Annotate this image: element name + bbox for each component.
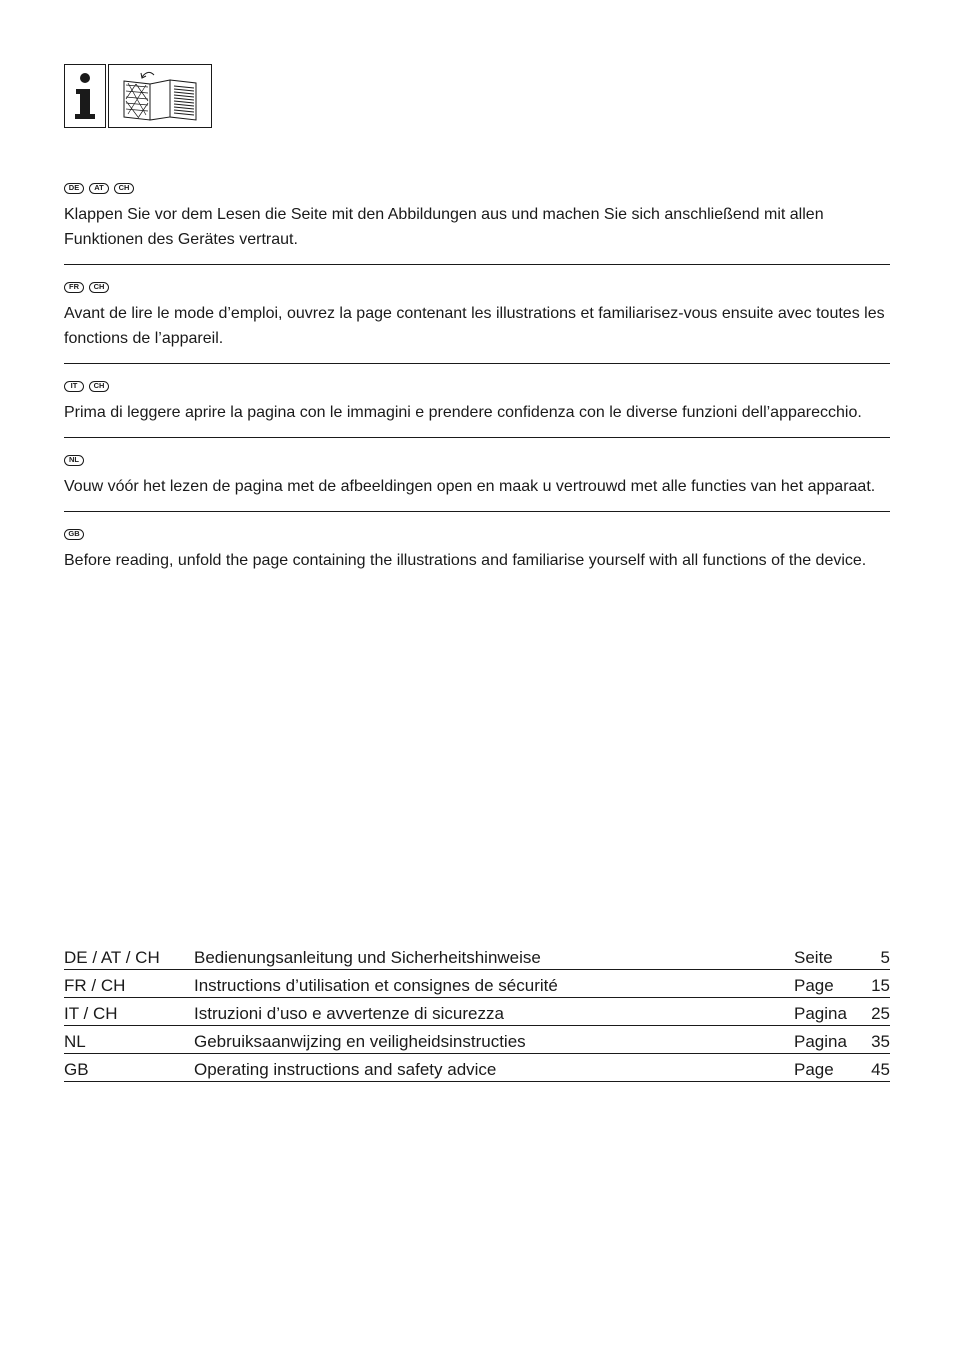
toc-page-number: 15 (854, 970, 890, 998)
instruction-text: Before reading, unfold the page containing the illustrations and familiarise yourself with all functions of the device. (64, 552, 867, 569)
toc-title: Gebruiksaanwijzing en veiligheidsinstructies (194, 1026, 794, 1054)
country-badge: NL (64, 455, 84, 466)
info-icon (64, 64, 106, 128)
instruction-text: Prima di leggere aprire la pagina con le immagini e prendere confidenza con le diverse funzioni dell’apparecchio. (64, 404, 862, 421)
toc-row (64, 970, 890, 998)
divider (64, 511, 890, 512)
country-badge: GB (64, 529, 84, 540)
country-badge: FR (64, 282, 84, 293)
divider (64, 437, 890, 438)
instruction-text: Avant de lire le mode d’emploi, ouvrez la page contenant les illustrations et familiarisez-vous ensuite avec toutes les fonctions de l’appareil. (64, 305, 885, 347)
country-badges (64, 526, 890, 542)
toc-page-label: Pagina (794, 1026, 854, 1054)
country-badge: CH (89, 282, 109, 293)
country-badges (64, 378, 890, 394)
toc-row (64, 998, 890, 1026)
toc-language-code: GB (64, 1054, 194, 1082)
toc-row (64, 942, 890, 970)
toc-page-number: 5 (854, 942, 890, 970)
country-badge: CH (89, 381, 109, 392)
country-badge: AT (89, 183, 109, 194)
section-gb (64, 526, 890, 573)
toc-row (64, 1054, 890, 1082)
divider (64, 264, 890, 265)
instruction-text: Klappen Sie vor dem Lesen die Seite mit den Abbildungen aus und machen Sie sich anschließend mit allen Funktionen des Gerätes vertraut. (64, 206, 824, 248)
toc-language-code: FR / CH (64, 970, 194, 998)
toc-page-number: 25 (854, 998, 890, 1026)
toc-title: Instructions d’utilisation et consignes de sécurité (194, 970, 794, 998)
country-badges (64, 279, 890, 295)
toc-language-code: NL (64, 1026, 194, 1054)
instruction-text: Vouw vóór het lezen de pagina met de afbeeldingen open en maak u vertrouwd met alle functies van het apparaat. (64, 478, 876, 495)
toc-page-number: 35 (854, 1026, 890, 1054)
toc-page-label: Page (794, 970, 854, 998)
section-nl (64, 452, 890, 512)
table-of-contents (64, 942, 890, 1082)
language-instructions (64, 180, 890, 573)
divider (64, 363, 890, 364)
section-it (64, 378, 890, 438)
toc-title: Operating instructions and safety advice (194, 1054, 794, 1082)
country-badge: IT (64, 381, 84, 392)
country-badge: DE (64, 183, 84, 194)
toc-page-number: 45 (854, 1054, 890, 1082)
toc-language-code: DE / AT / CH (64, 942, 194, 970)
country-badges (64, 180, 890, 196)
toc-row (64, 1026, 890, 1054)
toc-language-code: IT / CH (64, 998, 194, 1026)
unfold-page-icon (108, 64, 212, 128)
toc-title: Istruzioni d’uso e avvertenze di sicurezza (194, 998, 794, 1026)
info-icons (64, 64, 212, 128)
country-badges (64, 452, 890, 468)
section-fr (64, 279, 890, 364)
toc-title: Bedienungsanleitung und Sicherheitshinweise (194, 942, 794, 970)
toc-page-label: Pagina (794, 998, 854, 1026)
toc-page-label: Seite (794, 942, 854, 970)
toc-page-label: Page (794, 1054, 854, 1082)
section-de (64, 180, 890, 265)
country-badge: CH (114, 183, 134, 194)
